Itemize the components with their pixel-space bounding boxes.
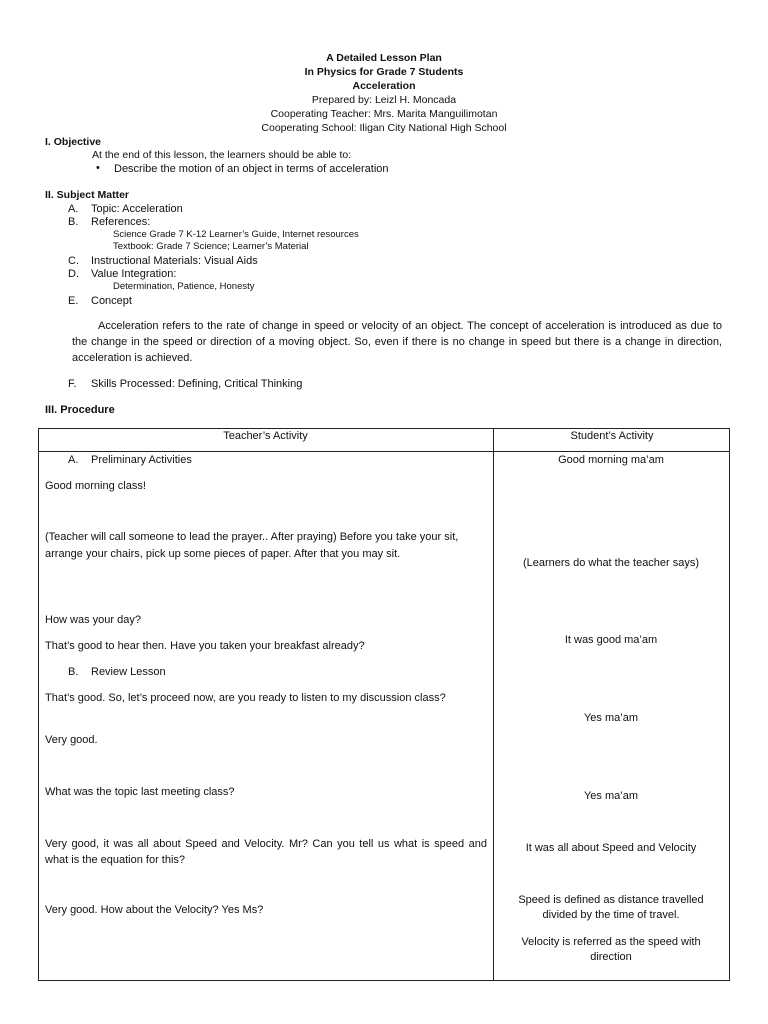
item-f-letter: F. (68, 378, 77, 390)
plan-subtitle: In Physics for Grade 7 Students (304, 66, 464, 78)
item-d-letter: D. (68, 268, 79, 280)
item-a-letter: A. (68, 203, 79, 215)
objective-heading: I. Objective (45, 136, 102, 148)
prepared-by: Prepared by: Leizl H. Moncada (311, 94, 457, 106)
teacher-line: That’s good. So, let’s proceed now, are you ready to listen to my discussion class? (45, 692, 446, 704)
teacher-line: Very good. (45, 734, 98, 746)
section-a-letter: A. (68, 454, 79, 466)
reference-line: Science Grade 7 K-12 Learner’s Guide, Internet resources (113, 229, 359, 240)
skills-item: Skills Processed: Defining, Critical Thinking (91, 378, 303, 390)
plan-title: A Detailed Lesson Plan (326, 52, 442, 64)
objective-intro: At the end of this lesson, the learners should be able to: (92, 149, 352, 161)
student-line: Velocity is referred as the speed with direction (521, 936, 701, 963)
teacher-line: Good morning class! (45, 480, 146, 492)
plan-topic: Acceleration (352, 80, 416, 92)
item-e-letter: E. (68, 295, 79, 307)
student-line: (Learners do what the teacher says) (522, 557, 700, 569)
student-column-header: Student’s Activity (570, 430, 654, 442)
review-lesson-label: Review Lesson (91, 666, 166, 678)
concept-item: Concept (91, 295, 132, 307)
item-b-letter: B. (68, 216, 79, 228)
teacher-line: Very good, it was all about Speed and Velocity. Mr? Can you tell us what is speed and what is the equation for this? (45, 838, 487, 866)
bullet-icon: • (96, 162, 100, 174)
materials-item: Instructional Materials: Visual Aids (91, 255, 258, 267)
preliminary-activities-label: Preliminary Activities (91, 454, 192, 466)
student-line: Speed is defined as distance travelled divided by the time of travel. (518, 894, 704, 921)
student-line: Good morning ma’am (558, 454, 664, 466)
teacher-line: Very good. How about the Velocity? Yes Ms? (45, 904, 264, 916)
cooperating-teacher: Cooperating Teacher: Mrs. Marita Manguilimotan (270, 108, 498, 120)
teacher-line: (Teacher will call someone to lead the prayer.. After praying) Before you take your sit, arrange your chairs, pick up some pieces of paper. After that you may sit. (45, 531, 459, 560)
teacher-line: That’s good to hear then. Have you taken your breakfast already? (45, 640, 365, 652)
values-line: Determination, Patience, Honesty (113, 281, 255, 292)
references-item: References: (91, 216, 151, 228)
header-divider (38, 451, 730, 452)
student-line: Yes ma’am (583, 790, 638, 802)
reference-line: Textbook: Grade 7 Science; Learner’s Material (113, 241, 309, 252)
cooperating-school: Cooperating School: Iligan City National High School (261, 122, 507, 134)
value-integration-item: Value Integration: (91, 268, 177, 280)
teacher-column-header: Teacher’s Activity (223, 430, 308, 442)
procedure-heading: III. Procedure (45, 404, 115, 416)
student-line: It was all about Speed and Velocity (525, 842, 697, 854)
item-c-letter: C. (68, 255, 79, 267)
teacher-line: What was the topic last meeting class? (45, 786, 235, 798)
objective-item: Describe the motion of an object in terms of acceleration (114, 163, 389, 175)
column-divider (493, 428, 494, 981)
student-line: It was good ma’am (564, 634, 658, 646)
topic-item: Topic: Acceleration (91, 203, 183, 215)
student-line: Yes ma’am (583, 712, 638, 724)
concept-paragraph: Acceleration refers to the rate of change in speed or velocity of an object. The concept of acceleration is introduced as due to the change in the speed or direction of a moving object. So, even if there is no change in speed but there is a change in direction, acceleration is achieved. (72, 320, 722, 364)
teacher-line: How was your day? (45, 614, 141, 626)
section-b-letter: B. (68, 666, 79, 678)
subject-matter-heading: II. Subject Matter (45, 189, 130, 201)
